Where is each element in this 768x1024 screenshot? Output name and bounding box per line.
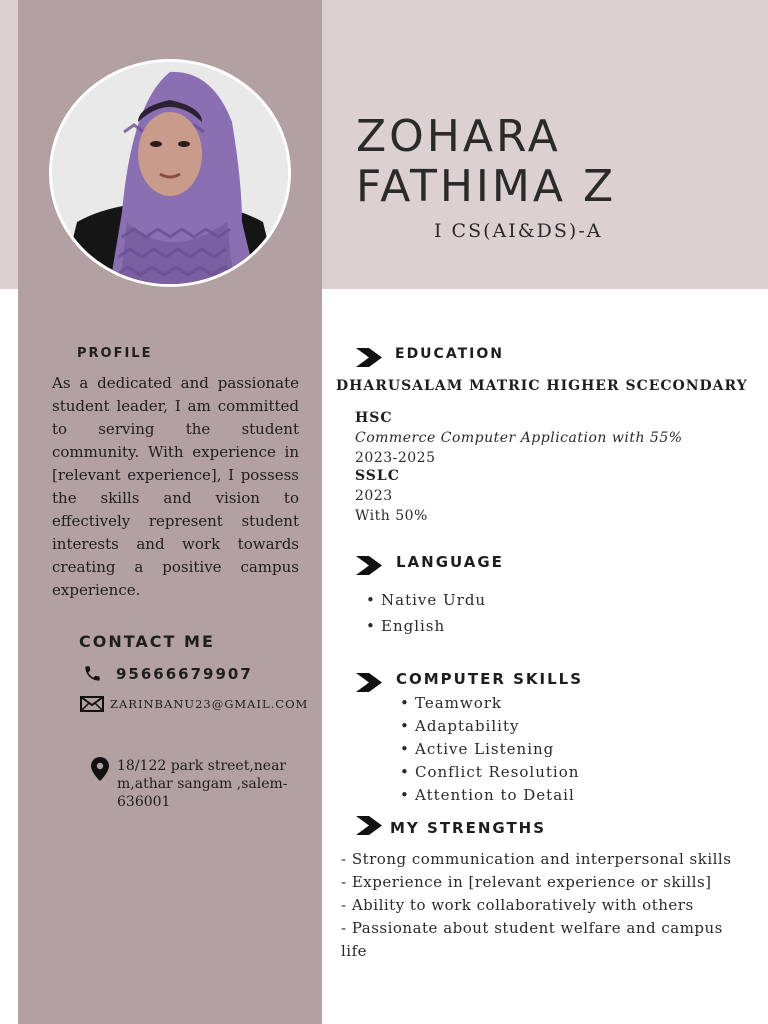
list-item: • English — [381, 613, 486, 639]
hsc-years: 2023-2025 — [355, 450, 436, 466]
strengths-chevron-icon — [356, 816, 382, 835]
hsc-course: Commerce Computer Application with 55% — [355, 430, 683, 446]
phone-number: 95666679907 — [116, 664, 253, 683]
skills-heading: COMPUTER SKILLS — [396, 670, 584, 688]
language-chevron-icon — [356, 556, 382, 575]
address-text: 18/122 park street,near m,athar sangam ,salem-636001 — [117, 758, 288, 810]
strengths-heading: MY STRENGTHS — [390, 819, 547, 837]
candidate-name — [356, 112, 756, 212]
profile-text: As a dedicated and passionate student leader, I am committed to serving the student community. With experience in [relevant experience], I possess the skills and vision to effectively represent student interests and work towards creating a positive campus experience. — [52, 374, 299, 599]
sslc-year: 2023 — [355, 488, 393, 504]
language-heading: LANGUAGE — [396, 553, 504, 571]
class-designation: I CS(AI&DS)-A — [434, 220, 603, 242]
list-item: • Teamwork — [415, 692, 579, 715]
email-row — [80, 696, 308, 712]
sslc-score: With 50% — [355, 508, 428, 524]
sslc-level: SSLC — [355, 468, 400, 484]
hsc-level: HSC — [355, 410, 393, 426]
list-item: • Active Listening — [415, 738, 579, 761]
education-chevron-icon — [356, 348, 382, 367]
phone-icon — [83, 664, 102, 683]
list-item: - Strong communication and interpersonal skills — [341, 850, 732, 868]
email-address: ZARINBANU23@GMAIL.COM — [110, 697, 309, 711]
skills-list — [415, 692, 579, 807]
contact-heading: CONTACT ME — [79, 632, 215, 651]
sslc-block — [355, 466, 428, 526]
profile-photo — [49, 59, 291, 287]
list-item: - Ability to work collaboratively with others — [341, 896, 694, 914]
school-name: DHARUSALAM MATRIC HIGHER SCECONDARY — [336, 378, 748, 394]
phone-row — [83, 664, 253, 683]
mail-icon — [80, 696, 104, 712]
list-item: - Passionate about student welfare and campus life — [341, 919, 723, 960]
language-list — [381, 587, 486, 639]
education-heading: EDUCATION — [395, 346, 504, 362]
hsc-block — [355, 408, 683, 468]
list-item: • Adaptability — [415, 715, 579, 738]
strengths-list — [341, 848, 741, 963]
skills-chevron-icon — [356, 673, 382, 692]
list-item: • Native Urdu — [381, 587, 486, 613]
portrait-illustration — [52, 62, 288, 284]
name-line-1: ZOHARA — [356, 111, 561, 162]
profile-heading: PROFILE — [77, 346, 153, 361]
name-line-2: FATHIMA Z — [356, 161, 617, 212]
list-item: • Conflict Resolution — [415, 761, 579, 784]
list-item: - Experience in [relevant experience or skills] — [341, 873, 712, 891]
location-pin-icon — [91, 757, 109, 781]
list-item: • Attention to Detail — [415, 784, 579, 807]
